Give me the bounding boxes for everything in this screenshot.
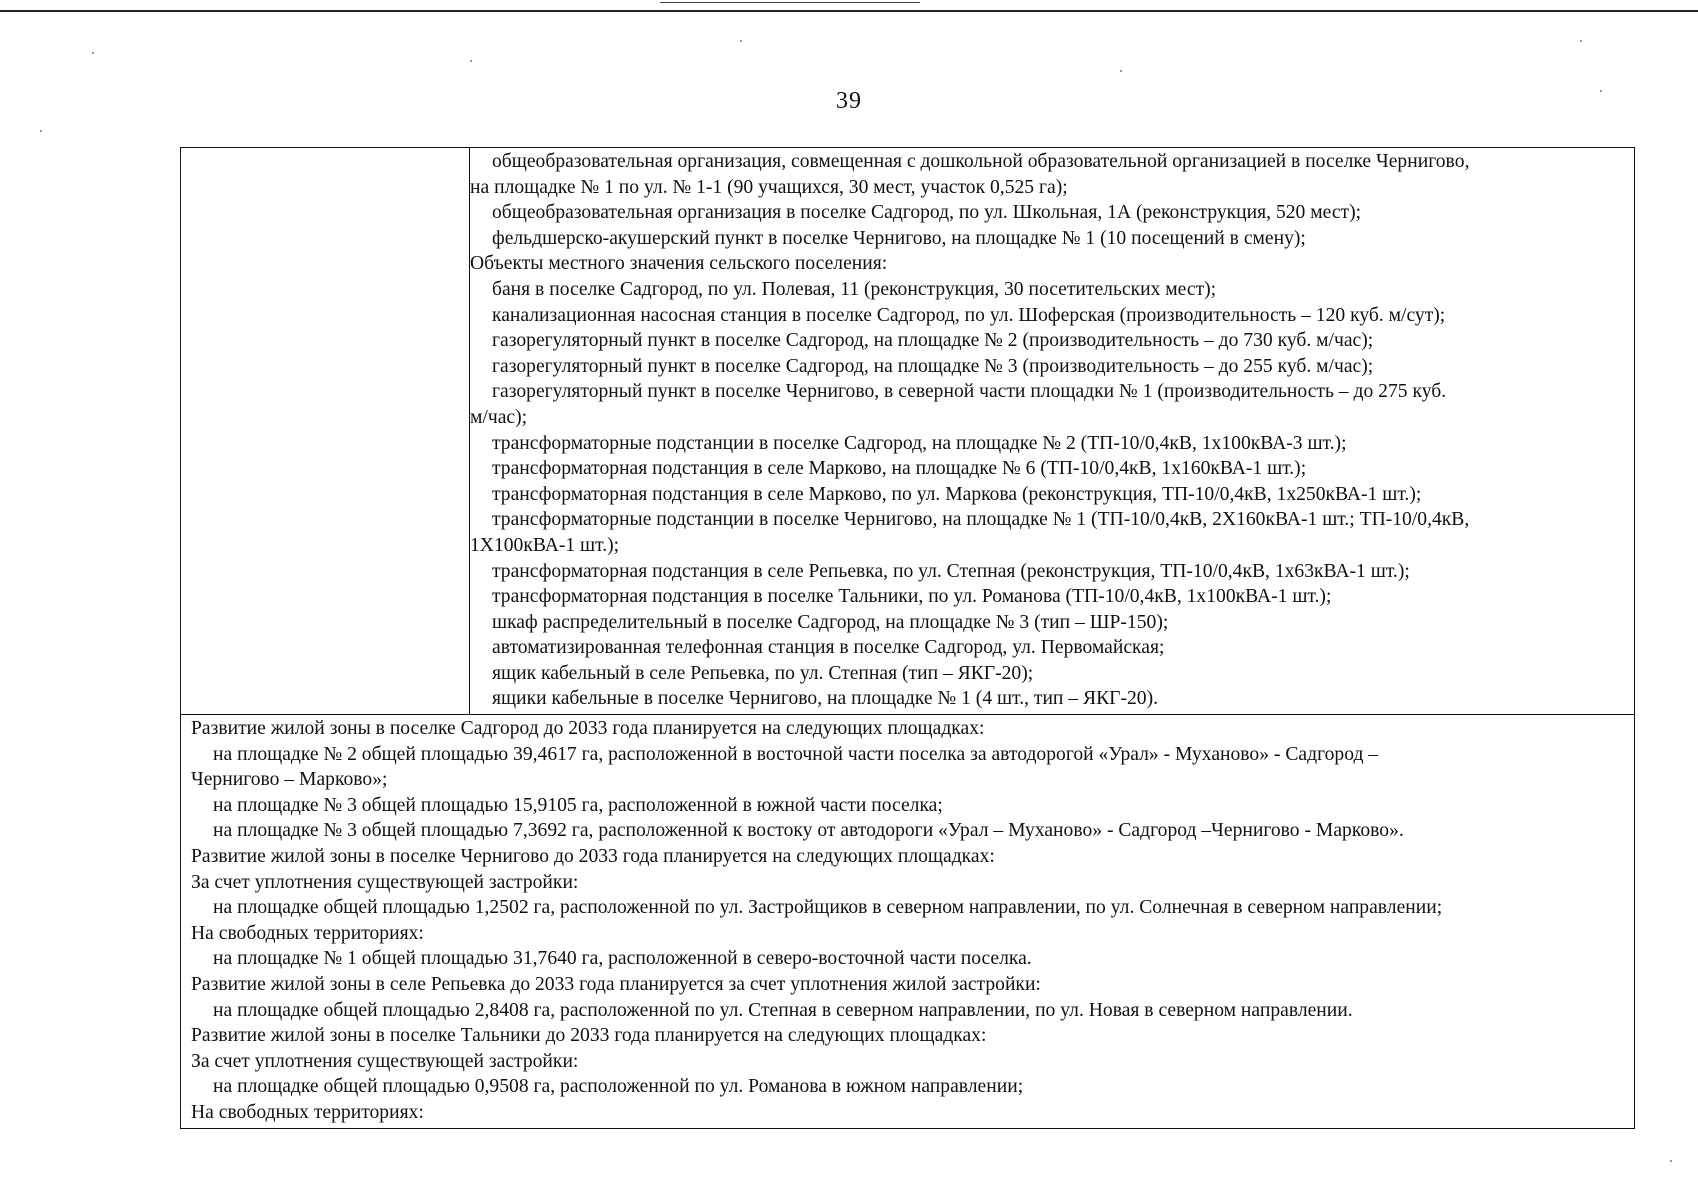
text-line: на площадке общей площадью 1,2502 га, расположенной по ул. Застройщиков в северном направлении, по ул. Солнечная в северном направлении; [213, 897, 1443, 919]
text-line: на площадке № 2 общей площадью 39,4617 га, расположенной в восточной части поселка за автодорогой «Урал» - Муханово» - Садгород – [213, 743, 1379, 765]
text-line: Чернигово – Марково»; [191, 769, 388, 791]
scan-speck [470, 60, 472, 62]
table-upper-row [181, 148, 1634, 715]
text-line: трансформаторные подстанции в поселке Садгород, на площадке № 2 (ТП-10/0,4кВ, 1х100кВА-3 шт.); [492, 432, 1347, 454]
text-line: на площадке № 3 общей площадью 15,9105 га, расположенной в южной части поселка; [213, 794, 943, 816]
text-line: общеобразовательная организация, совмещенная с дошкольной образовательной организацией в поселке Черниговo, [492, 151, 1470, 172]
scan-speck [1120, 70, 1122, 72]
text-line: трансформаторная подстанция в селе Марково, на площадке № 6 (ТП-10/0,4кВ, 1х160кВА-1 шт.); [492, 458, 1307, 480]
scan-speck [40, 130, 42, 132]
scan-speck [1670, 1160, 1672, 1162]
text-line: На свободных территориях: [191, 922, 424, 944]
text-line: автоматизированная телефонная станция в поселке Садгород, ул. Первомайская; [492, 637, 1165, 659]
text-line: 1Х100кВА-1 шт.); [470, 534, 620, 556]
text-line: газорегуляторный пункт в поселке Садгород, на площадке № 2 (производительность – до 730 куб. м/час); [492, 330, 1374, 352]
text-line: канализационная насосная станция в поселке Садгород, по ул. Шоферская (производительность – 120 куб. м/сут); [492, 304, 1446, 326]
text-line: трансформаторная подстанция в поселке Тальники, по ул. Романова (ТП-10/0,4кВ, 1х100кВА-1 шт.); [492, 586, 1332, 608]
text-line: фельдшерско-акушерский пункт в поселке Чернигово, на площадке № 1 (10 посещений в смену); [492, 227, 1306, 249]
scan-speck [740, 40, 742, 42]
text-line: трансформаторные подстанции в поселке Чернигово, на площадке № 1 (ТП-10/0,4кВ, 2Х160кВА-1 шт.; ТП-10/0,4кВ, [492, 509, 1470, 531]
text-line: шкаф распределительный в поселке Садгород, на площадке № 3 (тип – ШР-150); [492, 611, 1169, 633]
top-edge-line [660, 2, 920, 3]
table-left-empty-cell [181, 148, 470, 714]
text-line: м/час); [470, 406, 528, 428]
scan-speck [92, 52, 94, 54]
text-line: на площадке общей площадью 0,9508 га, расположенной по ул. Романова в южном направлении; [213, 1076, 1024, 1098]
text-line: За счет уплотнения существующей застройки: [191, 1050, 579, 1072]
text-line: трансформаторная подстанция в селе Марково, по ул. Маркова (реконструкция, ТП-10/0,4кВ, 1х250кВА-1 шт.); [492, 483, 1422, 505]
text-line: За счет уплотнения существующей застройки: [191, 871, 579, 893]
scan-speck [1600, 90, 1602, 92]
text-line: ящики кабельные в поселке Чернигово, на площадке № 1 (4 шт., тип – ЯКГ-20). [492, 688, 1159, 710]
scan-speck [1580, 40, 1582, 42]
text-line: трансформаторная подстанция в селе Репьевка, по ул. Степная (реконструкция, ТП-10/0,4кВ, 1х63кВА-1 шт.); [492, 560, 1410, 582]
text-line: общеобразовательная организация в поселке Садгород, по ул. Школьная, 1А (реконструкция, 520 мест); [492, 202, 1362, 224]
text-line: Развитие жилой зоны в поселке Садгород до 2033 года планируется на следующих площадках: [191, 718, 985, 740]
document-table [180, 147, 1635, 1129]
text-line: на площадке № 3 общей площадью 7,3692 га, расположенной к востоку от автодороги «Урал – Муханово» - Садгород –Чернигово - Марково». [213, 820, 1404, 842]
page-number: 39 [836, 88, 862, 114]
text-line: на площадке № 1 общей площадью 31,7640 га, расположенной в северо-восточной части поселка. [213, 948, 1032, 970]
text-line: на площадке № 1 по ул. № 1-1 (90 учащихся, 30 мест, участок 0,525 га); [470, 176, 1068, 198]
table-lower-row [181, 715, 1634, 1128]
text-line: газорегуляторный пункт в поселке Чернигово, в северной части площадки № 1 (производительность – до 275 куб. [492, 381, 1447, 403]
text-line: На свободных территориях: [191, 1101, 424, 1123]
text-line: Объекты местного значения сельского поселения: [470, 253, 888, 275]
text-line: Развитие жилой зоны в поселке Чернигово до 2033 года планируется на следующих площадках: [191, 846, 995, 868]
table-right-cell [470, 148, 1634, 714]
text-line: газорегуляторный пункт в поселке Садгород, на площадке № 3 (производительность – до 255 куб. м/час); [492, 355, 1374, 377]
top-border-line [0, 10, 1698, 12]
text-line: ящик кабельный в селе Репьевка, по ул. Степная (тип – ЯКГ-20); [492, 662, 1034, 684]
text-line: на площадке общей площадью 2,8408 га, расположенной по ул. Степная в северном направлении, по ул. Новая в северном направлении. [213, 999, 1353, 1021]
text-line: Развитие жилой зоны в селе Репьевка до 2033 года планируется за счет уплотнения жилой застройки: [191, 974, 1041, 995]
text-line: баня в поселке Садгород, по ул. Полевая, 11 (реконструкция, 30 посетительских мест); [492, 278, 1217, 300]
text-line: Развитие жилой зоны в поселке Тальники до 2033 года планируется на следующих площадках: [191, 1025, 987, 1047]
